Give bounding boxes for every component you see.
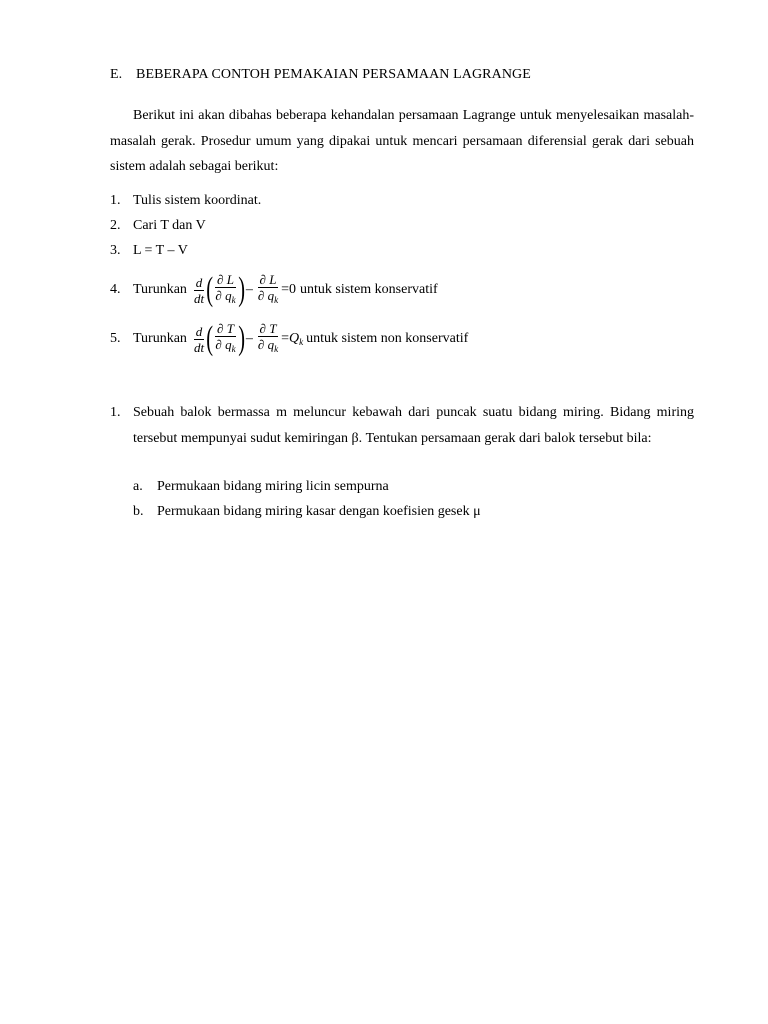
generalized-force: $Q_k$ — [289, 331, 304, 347]
option-text: Permukaan bidang miring licin sempurna — [157, 479, 389, 494]
step-number: 5. — [110, 331, 121, 346]
derivative-d-dt — [192, 324, 206, 355]
frac-denominator: ∂ $q_k$ — [215, 288, 236, 305]
frac-numerator: ∂ L — [259, 272, 277, 287]
option-letter: a. — [133, 479, 143, 494]
problem-number: 1. — [110, 405, 121, 420]
left-paren: ( — [206, 320, 214, 357]
right-paren: ) — [237, 271, 245, 308]
frac-denominator: ∂ $q_k$ — [257, 288, 279, 305]
frac-denominator: ∂ $q_k$ — [257, 337, 279, 354]
problem-1 — [110, 400, 694, 451]
step-text: L = T – V — [133, 243, 188, 258]
step-suffix: untuk sistem konservatif — [300, 282, 438, 297]
step-5 — [110, 317, 468, 361]
left-paren: ( — [206, 271, 214, 308]
minus-sign: – — [245, 282, 253, 297]
section-title: BEBERAPA CONTOH PEMAKAIAN PERSAMAAN LAGRANGE — [136, 67, 531, 82]
frac-numerator: d — [195, 274, 203, 290]
frac-numerator: ∂ L — [217, 272, 234, 287]
option-letter: b. — [133, 504, 144, 519]
equals-zero: =0 — [281, 282, 296, 297]
step-3 — [110, 243, 188, 259]
step-4 — [110, 268, 438, 312]
step-number: 3. — [110, 243, 121, 258]
step-suffix: untuk sistem non konservatif — [306, 331, 469, 346]
right-paren: ) — [237, 320, 245, 357]
frac-numerator: ∂ T — [259, 321, 277, 336]
frac-denominator: dt — [193, 339, 205, 355]
minus-sign: – — [245, 331, 253, 346]
partial-L-over-qdot — [213, 272, 237, 308]
step-prefix: Turunkan — [133, 282, 187, 297]
step-text: Tulis sistem koordinat. — [133, 193, 262, 208]
step-2 — [110, 218, 206, 234]
equals-sign: = — [281, 331, 289, 346]
partial-T-over-q — [256, 321, 280, 357]
step-text: Cari T dan V — [133, 218, 206, 233]
partial-L-over-q — [256, 272, 280, 308]
problem-option-b — [133, 504, 481, 520]
step-number: 4. — [110, 282, 121, 297]
frac-numerator: d — [195, 323, 203, 339]
step-prefix: Turunkan — [133, 331, 187, 346]
problem-option-a — [133, 479, 389, 495]
section-letter: E. — [110, 67, 123, 82]
section-heading — [110, 67, 531, 83]
problem-text: Sebuah balok bermassa m meluncur kebawah dari puncak suatu bidang miring. Bidang miring tersebut mempunyai sudut kemiringan β. Tentukan persamaan gerak dari balok tersebut bila: — [133, 405, 694, 446]
step-number: 2. — [110, 218, 121, 233]
frac-denominator: ∂ $q_k$ — [215, 337, 236, 354]
step-number: 1. — [110, 193, 121, 208]
derivative-d-dt — [192, 275, 206, 306]
option-text: Permukaan bidang miring kasar dengan koefisien gesek μ — [157, 504, 481, 519]
intro-paragraph: Berikut ini akan dibahas beberapa kehandalan persamaan Lagrange untuk menyelesaikan masalah-masalah gerak. Prosedur umum yang dipakai untuk mencari persamaan diferensial gerak dari sebuah sistem adalah sebagai berikut: — [110, 108, 694, 174]
frac-denominator: dt — [193, 290, 205, 306]
step-1 — [110, 193, 261, 209]
frac-numerator: ∂ T — [217, 321, 234, 336]
partial-T-over-qdot — [213, 321, 237, 357]
